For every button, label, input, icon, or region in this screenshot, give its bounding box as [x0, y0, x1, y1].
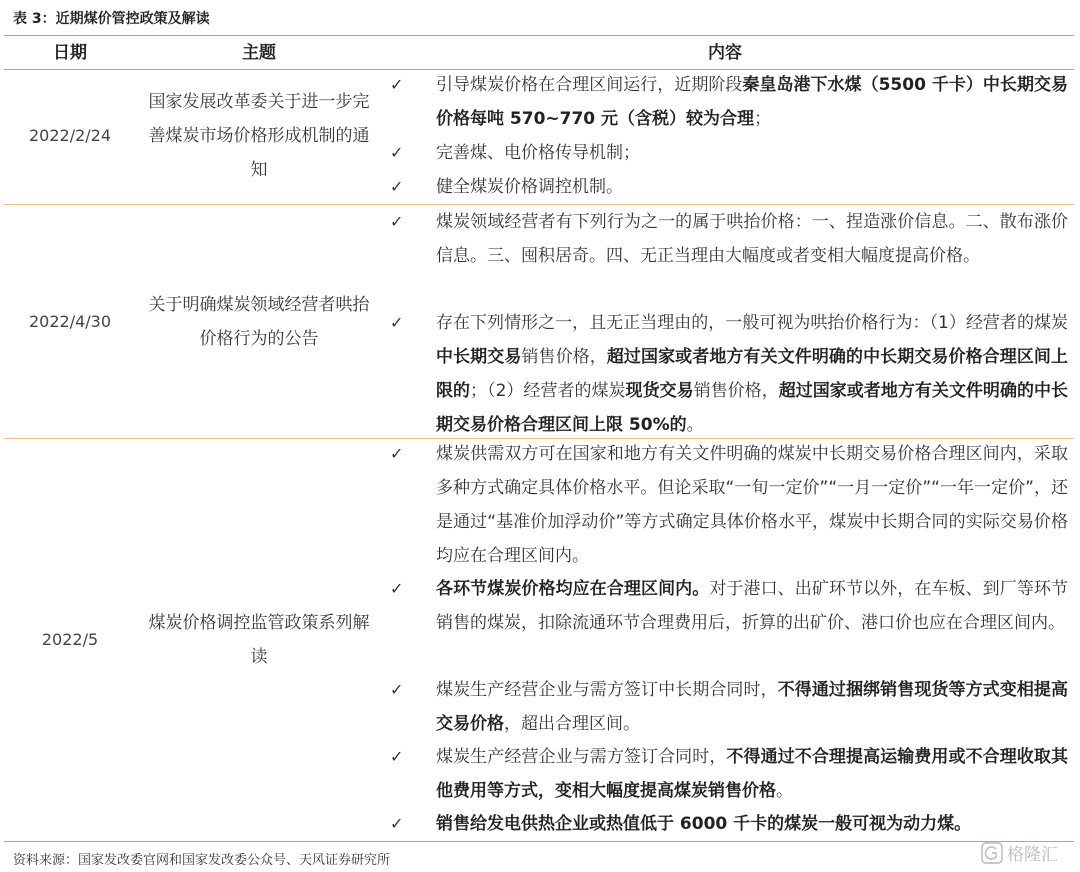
item-text: [436, 740, 1068, 808]
header-content: 内容: [708, 43, 742, 63]
logo-text: 格隆汇: [1007, 845, 1058, 865]
check-icon: ✓: [390, 579, 404, 598]
item-text-bold: 不得通过不合理提高运输费用或不合理收取其他费用等方式，变相大幅度提高煤炭销售价格: [436, 747, 1069, 801]
row-1-date: 2022/2/24: [28, 126, 112, 145]
table-bottom-rule: [4, 841, 1074, 842]
item-text-segment: 销售价格，: [521, 347, 607, 367]
item-text-bold: 超过国家或者地方有关文件明确的中长期交易价格合理区间上限的: [436, 347, 1069, 401]
gelonghui-logo: [980, 840, 1072, 866]
item-text-bold: 现货交易: [625, 381, 694, 401]
header-date: 日期: [53, 43, 87, 63]
row-3-date: 2022/5: [41, 630, 99, 649]
item-text-segment: 健全煤炭价格调控机制。: [436, 177, 623, 197]
item-text-segment: 。: [686, 415, 704, 435]
check-icon: ✓: [390, 177, 404, 196]
item-text: [436, 205, 1068, 273]
item-text: [436, 673, 1068, 741]
item-text-bold: 中长期交易: [436, 347, 522, 367]
item-text-bold: 秦皇岛港下水煤（5500 千卡）中长期交易价格每吨 570~770 元（含税）较为合理: [436, 75, 1068, 129]
item-text-bold: 各环节煤炭价格均应在合理区间内。: [436, 579, 710, 599]
check-icon: ✓: [390, 75, 404, 94]
check-icon: ✓: [390, 313, 404, 332]
check-icon: ✓: [390, 143, 404, 162]
item-text-segment: ；: [754, 109, 772, 129]
item-text: [436, 572, 1068, 640]
item-text-segment: 煤炭生产经营企业与需方签订合同时，: [436, 747, 727, 767]
item-text-segment: 。: [776, 781, 793, 801]
item-text-segment: 煤炭领域经营者有下列行为之一的属于哄抬价格：一、捏造涨价信息。二、散布涨价信息。三、囤积居奇。四、无正当理由大幅度或者变相大幅度提高价格。: [436, 212, 1068, 266]
item-text-segment: ；（2）经营者的煤炭: [470, 381, 626, 401]
header-topic: 主题: [242, 43, 276, 63]
item-text-segment: 销售价格，: [693, 381, 779, 401]
row-1-topic: 国家发展改革委关于进一步完善煤炭市场价格形成机制的通知: [148, 92, 370, 180]
check-icon: ✓: [390, 747, 404, 766]
item-text-segment: 对于港口、出矿环节以外，在车板、到厂等环节销售的煤炭，扣除流通环节合理费用后，折算的出矿价、港口价也应在合理区间内。: [436, 579, 1069, 633]
item-text: [436, 136, 1068, 170]
check-icon: ✓: [390, 212, 404, 231]
item-text-segment: 引导煤炭价格在合理区间运行，近期阶段: [436, 75, 743, 95]
item-text: [436, 437, 1068, 573]
item-text: [436, 68, 1068, 136]
item-text: [436, 807, 1068, 841]
item-text-bold: 不得通过捆绑销售现货等方式变相提高交易价格: [436, 680, 1069, 734]
item-text-segment: 存在下列情形之一，且无正当理由的，一般可视为哄抬价格行为：（1）经营者的煤炭: [436, 313, 1068, 333]
item-text-bold: 超过国家或者地方有关文件明确的中长期交易价格合理区间上限 50%的: [436, 381, 1069, 435]
table-title: 表 3：近期煤价管控政策及解读: [13, 11, 210, 27]
item-text-segment: ，超出合理区间。: [504, 714, 640, 734]
item-text-segment: 完善煤、电价格传导机制；: [436, 143, 640, 163]
table-top-rule: [4, 35, 1074, 36]
item-text: [436, 306, 1068, 442]
item-text-segment: 煤炭生产经营企业与需方签订中长期合同时，: [436, 680, 778, 700]
check-icon: ✓: [390, 444, 404, 463]
item-text-segment: 煤炭供需双方可在国家和地方有关文件明确的煤炭中长期交易价格合理区间内，采取多种方式确定具体价格水平。但论采取“一旬一定价”“一月一定价”“一年一定价”，还是通过“基准价加浮动价”等方式确定具体价格水平，煤炭中长期合同的实际交易价格均应在合理区间内。: [436, 444, 1068, 566]
source-note: 资料来源：国家发改委官网和国家发改委公众号、天风证券研究所: [13, 853, 391, 868]
row-2-date: 2022/4/30: [28, 312, 112, 331]
row-2-topic: 关于明确煤炭领域经营者哄抬价格行为的公告: [148, 295, 370, 349]
row-3-topic: 煤炭价格调控监管政策系列解读: [148, 613, 370, 667]
check-icon: ✓: [390, 680, 404, 699]
check-icon: ✓: [390, 814, 404, 833]
item-text-bold: 销售给发电供热企业或热值低于 6000 千卡的煤炭一般可视为动力煤。: [436, 814, 972, 834]
item-text: [436, 170, 1068, 204]
